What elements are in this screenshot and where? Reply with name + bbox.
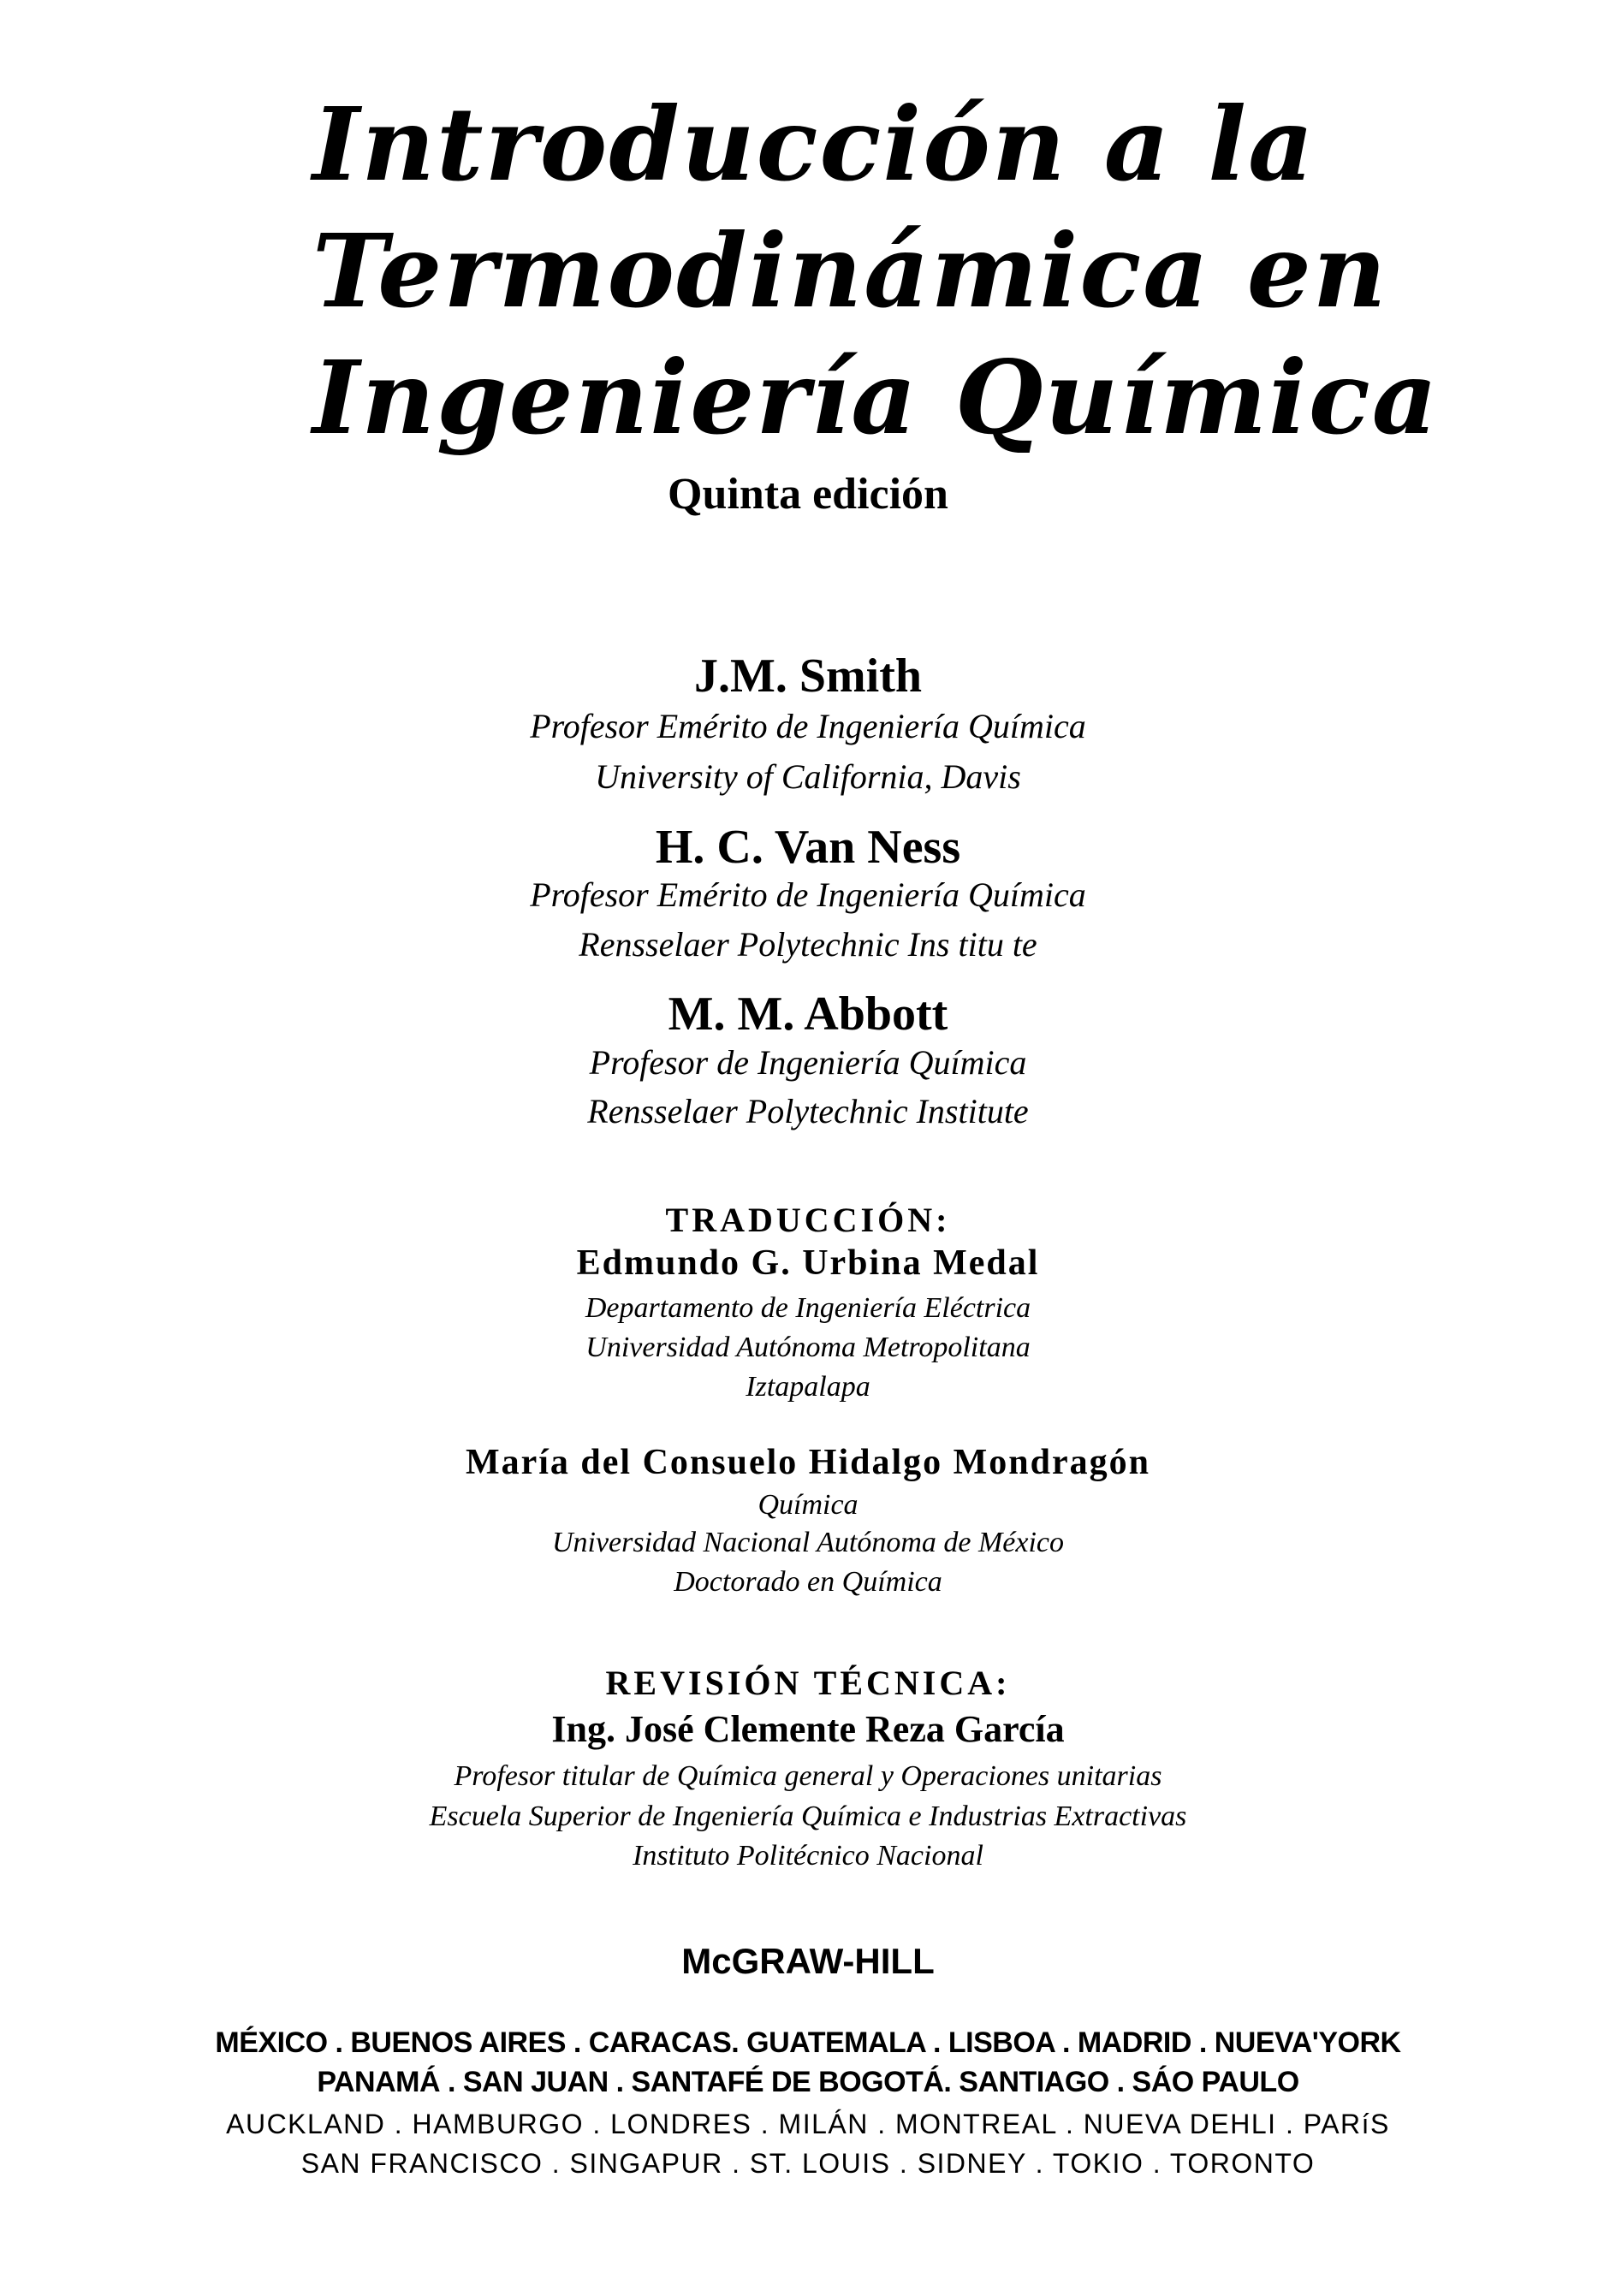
translator-name-hidalgo: María del Consuelo Hidalgo Mondragón <box>465 1443 1151 1482</box>
cities-line-4: SAN FRANCISCO . SINGAPUR . ST. LOUIS . SIDNEY . TOKIO . TORONTO <box>300 2148 1316 2179</box>
author-name-van-ness: H. C. Van Ness <box>655 821 961 874</box>
translator-urbina-line-3: Iztapalapa <box>746 1371 870 1403</box>
author-position-van-ness: Profesor Emérito de Ingeniería Química <box>530 875 1086 914</box>
title-line-3: Ingeniería Química <box>312 338 1440 457</box>
reviewer-line-2: Escuela Superior de Ingeniería Química e Industrias Extractivas <box>429 1801 1187 1832</box>
book-title <box>312 81 1440 461</box>
author-position-abbott: Profesor de Ingeniería Química <box>589 1043 1027 1082</box>
reviewer-line-3: Instituto Politécnico Nacional <box>633 1840 983 1872</box>
cities-line-1: MÉXICO . BUENOS AIRES . CARACAS. GUATEMALA . LISBOA . MADRID . NUEVA'YORK <box>215 2026 1401 2059</box>
author-institution-smith: University of California, Davis <box>595 757 1021 796</box>
translator-hidalgo-line-2: Universidad Nacional Autónoma de México <box>551 1527 1065 1558</box>
publisher-name: McGRAW-HILL <box>681 1941 935 1981</box>
author-position-smith: Profesor Emérito de Ingeniería Química <box>530 707 1086 745</box>
author-name-abbott: M. M. Abbott <box>668 988 948 1041</box>
translator-name-urbina: Edmundo G. Urbina Medal <box>576 1243 1040 1283</box>
review-heading: REVISIÓN TÉCNICA: <box>605 1664 1011 1702</box>
reviewer-line-1: Profesor titular de Química general y Operaciones unitarias <box>454 1760 1162 1792</box>
cities-line-3: AUCKLAND . HAMBURGO . LONDRES . MILÁN . MONTREAL . NUEVA DEHLI . PARíS <box>226 2109 1390 2139</box>
translator-urbina-line-2: Universidad Autónoma Metropolitana <box>585 1332 1031 1363</box>
cities-line-2: PANAMÁ . SAN JUAN . SANTAFÉ DE BOGOTÁ. SANTIAGO . SÁO PAULO <box>317 2066 1299 2098</box>
author-institution-abbott: Rensselaer Polytechnic Institute <box>587 1092 1029 1130</box>
author-institution-van-ness: Rensselaer Polytechnic Ins titu te <box>579 925 1037 964</box>
translator-hidalgo-line-1: Química <box>758 1489 858 1521</box>
translation-heading: TRADUCCIÓN: <box>665 1201 951 1239</box>
translator-urbina-line-1: Departamento de Ingeniería Eléctrica <box>585 1292 1031 1324</box>
edition: Quinta edición <box>668 470 948 519</box>
translator-hidalgo-line-3: Doctorado en Química <box>674 1566 942 1598</box>
title-line-2: Termodinámica en <box>312 211 1388 330</box>
reviewer-name: Ing. José Clemente Reza García <box>551 1708 1065 1750</box>
title-line-1: Introducción a la <box>312 85 1316 204</box>
author-name-smith: J.M. Smith <box>694 650 922 703</box>
